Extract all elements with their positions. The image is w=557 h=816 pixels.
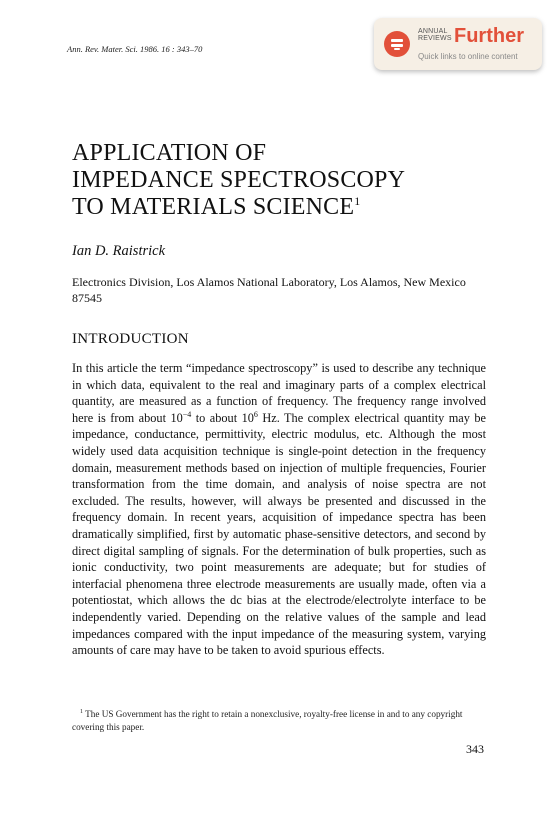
paragraph-text-b: to about 10 bbox=[191, 410, 254, 425]
further-label: Further bbox=[454, 25, 524, 47]
annual-label: ANNUAL bbox=[418, 28, 448, 35]
reviews-label: REVIEWS bbox=[418, 35, 452, 42]
title-line-2: IMPEDANCE SPECTROSCOPY bbox=[72, 167, 406, 193]
section-heading: INTRODUCTION bbox=[72, 331, 189, 347]
annual-reviews-logo-icon bbox=[384, 31, 410, 57]
title-footnote-mark: 1 bbox=[354, 194, 361, 208]
article-title bbox=[72, 140, 405, 221]
annual-reviews-wordmark bbox=[418, 28, 452, 42]
journal-citation: Ann. Rev. Mater. Sci. 1986. 16 : 343–70 bbox=[67, 44, 203, 54]
paragraph-text-a: In this article the term “impedance spectroscopy” is used to describe any technique in which data, equivalent to the real and imaginary parts of a complex electrical quantity, are measured as a function of frequency. The frequency range involved here is from about 10 bbox=[72, 361, 486, 425]
title-line-3: TO MATERIALS SCIENCE bbox=[72, 194, 355, 220]
author-affiliation: Electronics Division, Los Alamos National Laboratory, Los Alamos, New Mexico 87545 bbox=[72, 275, 466, 305]
footnote-text: The US Government has the right to retain a nonexclusive, royalty-free license in and to any copyright covering this paper. bbox=[72, 709, 463, 733]
footnote bbox=[72, 706, 486, 734]
quick-links-text: Quick links to online content bbox=[418, 52, 518, 61]
title-line-1: APPLICATION OF bbox=[72, 140, 267, 166]
paragraph-text-c: Hz. The complex electrical quantity may be impedance, conductance, permittivity, electric modulus, etc. Although the most widely used data acquisition technique is single-point detection in the frequency domain, measurement methods based on injection of multiple frequencies, Fourier transformation from the time domain, and analysis of noise spectra are not excluded. The results, however, will always be presented and discussed in the frequency domain. In recent years, acquisition of impedance spectra has been dramatically simplified, first by automatic phase-sensitive detectors, and second by direct digital sampling of signals. For the determination of bulk properties, such as ionic conductivity, two point measurements are adequate; but for studies of interfacial phenomena three electrode measurements are usually made, often via a potentiostat, which allows the dc bias at the electrode/electrolyte interface to be independently varied. Depending on the relative values of the sample and lead impedances compared with the input impedance of the measuring system, varying amounts of care may have to be taken to avoid spurious effects. bbox=[72, 410, 486, 658]
annual-reviews-further-badge[interactable] bbox=[374, 18, 542, 70]
frequency-exponent-high: 6 bbox=[253, 409, 258, 419]
introduction-paragraph bbox=[72, 360, 486, 659]
frequency-exponent-low: −4 bbox=[182, 409, 192, 419]
page-number: 343 bbox=[466, 742, 484, 756]
author-name: Ian D. Raistrick bbox=[72, 243, 166, 259]
footnote-mark: 1 bbox=[80, 709, 83, 715]
